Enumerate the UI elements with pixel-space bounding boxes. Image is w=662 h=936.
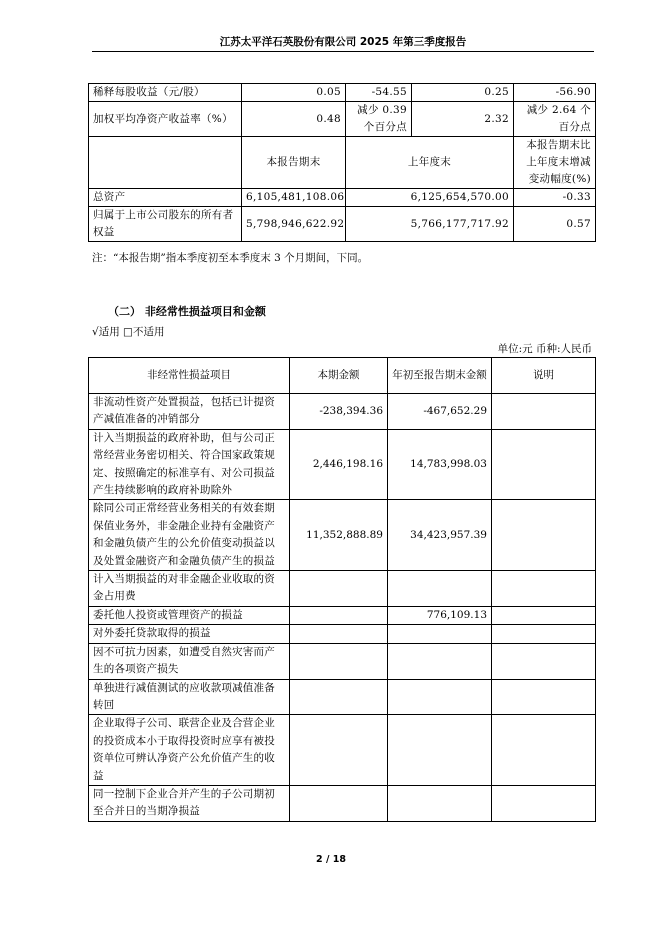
ytd-amount	[388, 715, 492, 786]
section-title: （二） 非经常性损益项目和金额	[108, 305, 266, 318]
applicability-options: √适用 □不适用	[92, 326, 165, 338]
cell-value: -0.33	[514, 189, 596, 207]
ytd-amount: 14,783,998.03	[388, 429, 492, 500]
item-label: 计入当期损益的对非金融企业收取的资金占用费	[89, 571, 290, 607]
row-label: 加权平均净资产收益率（%）	[89, 102, 242, 137]
ytd-amount	[388, 643, 492, 679]
table-header-row	[89, 358, 596, 394]
table-row	[89, 84, 596, 102]
current-amount	[290, 571, 388, 607]
current-amount: 2,446,198.16	[290, 429, 388, 500]
current-amount: 11,352,888.89	[290, 500, 388, 571]
cell-value: 减少 2.64 个百分点	[514, 102, 596, 137]
current-amount	[290, 715, 388, 786]
ytd-amount: -467,652.29	[388, 394, 492, 430]
ytd-amount: 776,109.13	[388, 606, 492, 624]
ytd-amount	[388, 785, 492, 821]
column-header-note: 说明	[492, 358, 596, 394]
item-label: 除同公司正常经营业务相关的有效套期保值业务外，非金融企业持有金融资产和金融负债产生的公允价值变动损益以及处置金融资产和金融负债产生的损益	[89, 500, 290, 571]
table-row	[89, 571, 596, 607]
empty-cell	[89, 137, 242, 189]
ytd-amount	[388, 571, 492, 607]
current-amount	[290, 606, 388, 624]
table-row	[89, 500, 596, 571]
cell-value: 2.32	[412, 102, 514, 137]
item-note	[492, 625, 596, 643]
financial-indicators-table	[88, 83, 596, 242]
row-label: 稀释每股收益（元/股）	[89, 84, 242, 102]
cell-value: 0.05	[242, 84, 346, 102]
column-header: 本报告期末	[242, 137, 346, 189]
table-subheader-row	[89, 137, 596, 189]
table-row	[89, 102, 596, 137]
table-row	[89, 207, 596, 242]
item-label: 企业取得子公司、联营企业及合营企业的投资成本小于取得投资时应享有被投资单位可辨认净资产公允价值产生的收益	[89, 715, 290, 786]
item-label: 非流动性资产处置损益，包括已计提资产减值准备的冲销部分	[89, 394, 290, 430]
item-note	[492, 715, 596, 786]
cell-value: -56.90	[514, 84, 596, 102]
item-note	[492, 679, 596, 715]
item-label: 单独进行减值测试的应收款项减值准备转回	[89, 679, 290, 715]
table-row	[89, 785, 596, 821]
table-row	[89, 643, 596, 679]
item-label: 对外委托贷款取得的损益	[89, 625, 290, 643]
item-label: 计入当期损益的政府补助，但与公司正常经营业务密切相关、符合国家政策规定、按照确定的标准享有、对公司损益产生持续影响的政府补助除外	[89, 429, 290, 500]
item-note	[492, 571, 596, 607]
non-recurring-items-table	[88, 357, 596, 822]
ytd-amount	[388, 679, 492, 715]
cell-value: 5,766,177,717.92	[346, 207, 514, 242]
current-amount	[290, 625, 388, 643]
row-label: 归属于上市公司股东的所有者权益	[89, 207, 242, 242]
report-header-title: 江苏太平洋石英股份有限公司 2025 年第三季度报告	[219, 36, 467, 48]
column-header-current: 本期金额	[290, 358, 388, 394]
cell-value: 6,125,654,570.00	[346, 189, 514, 207]
item-note	[492, 500, 596, 571]
table-row	[89, 679, 596, 715]
cell-value: 0.25	[412, 84, 514, 102]
item-label: 因不可抗力因素，如遭受自然灾害而产生的各项资产损失	[89, 643, 290, 679]
table-note: 注：“本报告期”指本季度初至本季度末 3 个月期间，下同。	[92, 252, 369, 264]
item-note	[492, 643, 596, 679]
table-row	[89, 189, 596, 207]
current-amount	[290, 785, 388, 821]
cell-value: 5,798,946,622.92	[242, 207, 346, 242]
item-note	[492, 785, 596, 821]
cell-value: 0.57	[514, 207, 596, 242]
current-amount: -238,394.36	[290, 394, 388, 430]
column-header: 上年度末	[346, 137, 514, 189]
currency-unit: 单位:元 币种:人民币	[497, 343, 592, 355]
cell-value: 0.48	[242, 102, 346, 137]
table-row	[89, 625, 596, 643]
table-row	[89, 606, 596, 624]
item-label: 同一控制下企业合并产生的子公司期初至合并日的当期净损益	[89, 785, 290, 821]
item-note	[492, 429, 596, 500]
table-row	[89, 429, 596, 500]
item-note	[492, 394, 596, 430]
current-amount	[290, 643, 388, 679]
cell-value: 6,105,481,108.06	[242, 189, 346, 207]
table-row	[89, 394, 596, 430]
ytd-amount	[388, 625, 492, 643]
header-rule	[92, 51, 594, 52]
ytd-amount: 34,423,957.39	[388, 500, 492, 571]
cell-value: -54.55	[346, 84, 412, 102]
item-note	[492, 606, 596, 624]
page-number: 2 / 18	[316, 854, 346, 865]
column-header-ytd: 年初至报告期末金额	[388, 358, 492, 394]
current-amount	[290, 679, 388, 715]
item-label: 委托他人投资或管理资产的损益	[89, 606, 290, 624]
column-header-item: 非经常性损益项目	[89, 358, 290, 394]
column-header: 本报告期末比上年度末增减变动幅度(%)	[514, 137, 596, 189]
table-row	[89, 715, 596, 786]
cell-value: 减少 0.39 个百分点	[346, 102, 412, 137]
row-label: 总资产	[89, 189, 242, 207]
